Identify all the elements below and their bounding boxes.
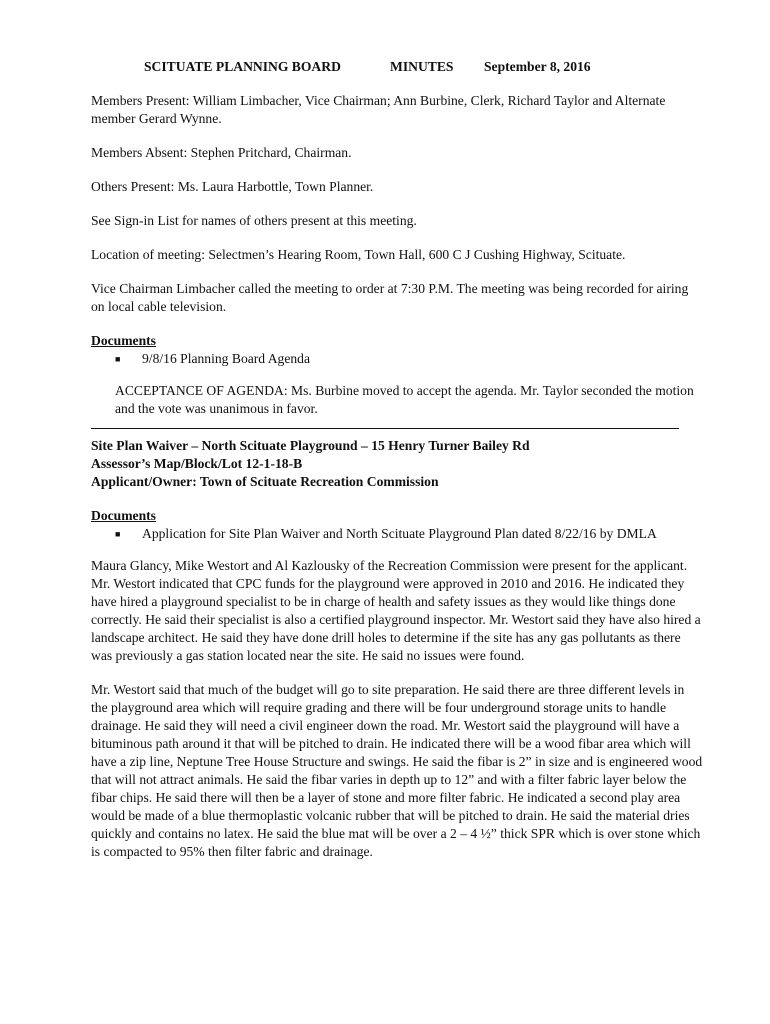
square-bullet-icon: ■: [115, 354, 121, 364]
signin-note: See Sign-in List for names of others present at this meeting.: [91, 213, 417, 228]
list-item: [91, 525, 703, 543]
members-absent: Members Absent: Stephen Pritchard, Chairman.: [91, 145, 352, 160]
item-documents-list: [91, 525, 703, 543]
item-documents-heading: Documents: [91, 508, 156, 523]
item-title: Site Plan Waiver – North Scituate Playground – 15 Henry Turner Bailey Rd: [91, 438, 530, 453]
agenda-acceptance: ACCEPTANCE OF AGENDA: Ms. Burbine moved to accept the agenda. Mr. Taylor seconded the motion and the vote was unanimous in favor.: [115, 383, 694, 416]
members-present: Members Present: William Limbacher, Vice Chairman; Ann Burbine, Clerk, Richard Taylor and Alternate member Gerard Wynne.: [91, 93, 666, 126]
item-map-lot: Assessor’s Map/Block/Lot 12-1-18-B: [91, 456, 303, 471]
list-item: [91, 350, 703, 368]
meeting-location: Location of meeting: Selectmen’s Hearing Room, Town Hall, 600 C J Cushing Highway, Scituate.: [91, 247, 626, 262]
document-page: [91, 58, 703, 877]
agenda-documents-heading: Documents: [91, 333, 156, 348]
document-entry: 9/8/16 Planning Board Agenda: [142, 351, 311, 366]
section-divider: [91, 428, 679, 429]
discussion-paragraph-1: Maura Glancy, Mike Westort and Al Kazlousky of the Recreation Commission were present for the applicant. Mr. Westort indicated that CPC funds for the playground were approved in 2010 and 2016. He indicated they have hired a playground specialist to be in charge of health and safety issues as they would like things done correctly. He said their specialist is also a certified playground inspector. Mr. Westort said they have also hired a landscape architect. He said they have done drill holes to determine if the site has any gas pollutants as there was previously a gas station located near the site. He said no issues were found.: [91, 558, 701, 663]
document-entry: Application for Site Plan Waiver and North Scituate Playground Plan dated 8/22/16 by DMLA: [142, 526, 657, 541]
item-applicant: Applicant/Owner: Town of Scituate Recreation Commission: [91, 474, 439, 489]
board-name: SCITUATE PLANNING BOARD: [144, 59, 341, 74]
square-bullet-icon: ■: [115, 529, 121, 539]
agenda-documents-list: [91, 350, 703, 368]
call-to-order: Vice Chairman Limbacher called the meeting to order at 7:30 P.M. The meeting was being recorded for airing on local cable television.: [91, 281, 689, 314]
discussion-paragraph-2: Mr. Westort said that much of the budget will go to site preparation. He said there are three different levels in the playground area which will require grading and there will be four underground storage units to handle drainage. He said they will need a civil engineer down the road. Mr. Westort said the playground will have a bituminous path around it that will be pitched to drain. He indicated there will be a wood fibar area which will have a zip line, Neptune Tree House Structure and swings. He said the fibar is 2” in size and is engineered wood that will not attract animals. He said the fibar varies in depth up to 12” and with a filter fabric layer below the fibar chips. He said there will then be a layer of stone and more filter fabric. He indicated a second play area would be made of a blue thermoplastic volcanic rubber that will be pitched to drain. He said the material dries quickly and contains no latex. He said the blue mat will be over a 2 – 4 ½” thick SPR which is over stone which is compacted to 95% then filter fabric and drainage.: [91, 682, 703, 859]
document-title: [144, 58, 703, 76]
meeting-date: September 8, 2016: [484, 59, 591, 74]
doc-type: MINUTES: [390, 59, 454, 74]
others-present: Others Present: Ms. Laura Harbottle, Town Planner.: [91, 179, 374, 194]
